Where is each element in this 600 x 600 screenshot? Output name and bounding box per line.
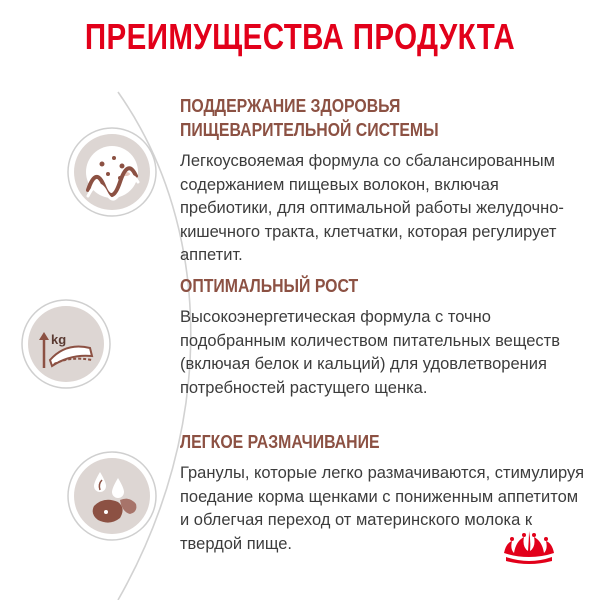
benefit-growth-text: Высокоэнергетическая формула с точно подобранным количеством питательных веществ (включая белок и кальций) для удовлетворения потребностей растущего щенка. — [180, 308, 560, 397]
growth-kg-icon — [20, 298, 112, 390]
kibble-soaking-icon — [66, 450, 158, 542]
benefit-soaking-title: ЛЕГКОЕ РАЗМАЧИВАНИЕ — [180, 432, 380, 452]
royal-canin-crown-logo-icon — [498, 521, 560, 567]
benefit-growth-title: ОПТИМАЛЬНЫЙ РОСТ — [180, 276, 359, 296]
benefit-digestion-title: ПОДДЕРЖАНИЕ ЗДОРОВЬЯ ПИЩЕВАРИТЕЛЬНОЙ СИСТЕМЫ — [180, 96, 439, 140]
benefit-soaking-text: Гранулы, которые легко размачиваются, стимулируя поедание корма щенками с пониженным аппетитом и облегчая переход от материнского молока к твердой пище. — [180, 464, 585, 553]
kg-label: kg — [51, 332, 67, 347]
benefit-digestion-text: Легкоусвояемая формула со сбалансированным содержанием пищевых волокон, включая пребиотики, для оптимальной работы желудочно-кишечного тракта, клетчатки, которая регулирует аппетит. — [180, 152, 564, 264]
digestion-icon — [66, 126, 158, 218]
page-title: ПРЕИМУЩЕСТВА ПРОДУКТА — [84, 16, 516, 57]
benefit-growth — [180, 274, 590, 400]
benefit-digestion — [180, 94, 590, 268]
